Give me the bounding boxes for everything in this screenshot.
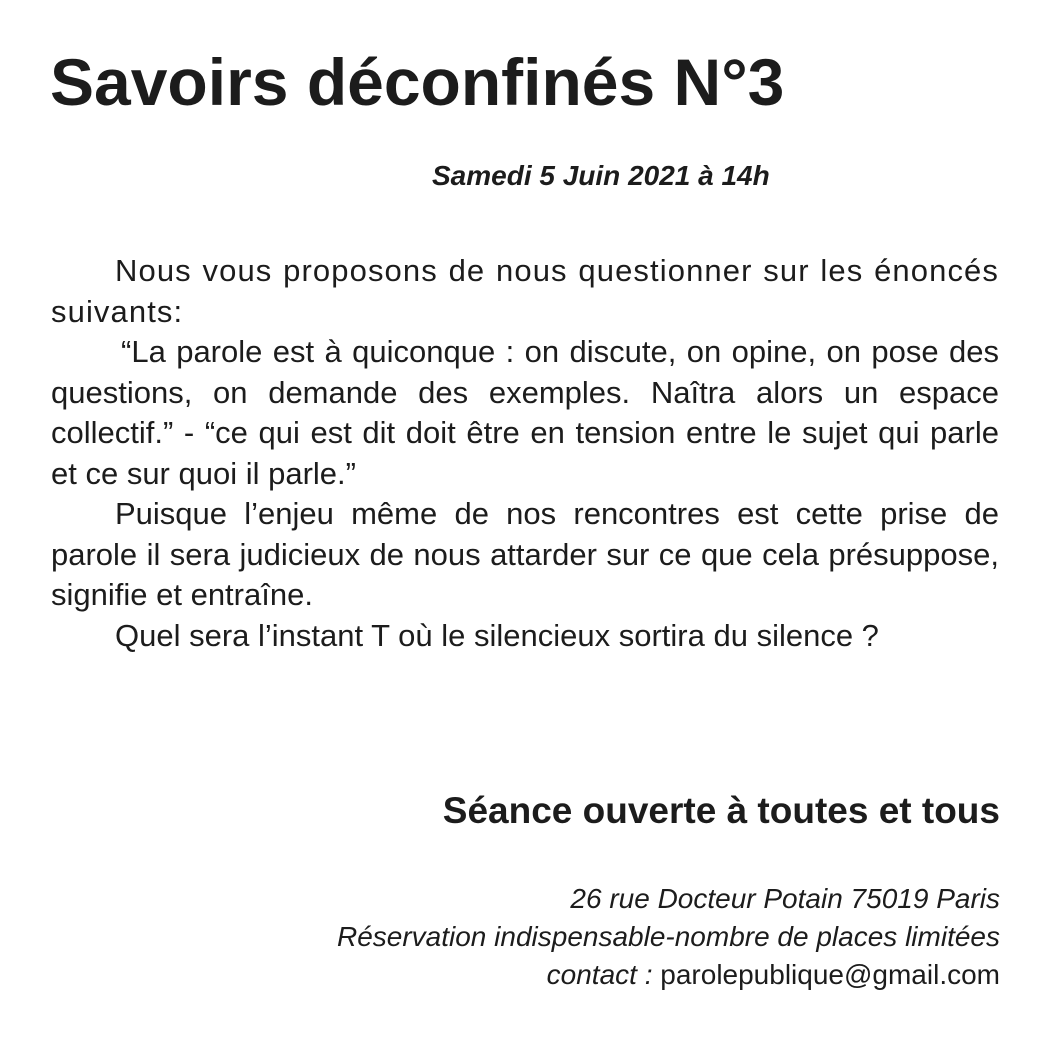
body-text xyxy=(51,251,999,656)
enjeu-paragraph: Puisque l’enjeu même de nos rencontres est cette prise de parole il sera judicieux de nous attarder sur ce que cela présuppose, signifie et entraîne. xyxy=(51,496,999,612)
quote-paragraph: “La parole est à quiconque : on discute, on opine, on pose des questions, on demande des exemples. Naîtra alors un espace collectif.” - “ce qui est dit doit être en tension entre le sujet qui parle et ce sur quoi il parle.” xyxy=(51,334,999,491)
contact-label: contact : xyxy=(546,959,653,990)
intro-paragraph: Nous vous proposons de nous questionner sur les énoncés suivants: xyxy=(51,253,999,329)
contact-line xyxy=(337,956,1000,994)
address-line: 26 rue Docteur Potain 75019 Paris xyxy=(570,883,1000,914)
question-paragraph: Quel sera l’instant T où le silencieux sortira du silence ? xyxy=(115,617,879,653)
seance-heading: Séance ouverte à toutes et tous xyxy=(442,790,1000,831)
event-date: Samedi 5 Juin 2021 à 14h xyxy=(432,160,770,191)
page-title: Savoirs déconfinés N°3 xyxy=(50,45,785,119)
reservation-line: Réservation indispensable-nombre de places limitées xyxy=(336,921,1000,952)
contact-block xyxy=(337,880,1000,994)
contact-email: parolepublique@gmail.com xyxy=(652,959,1000,990)
